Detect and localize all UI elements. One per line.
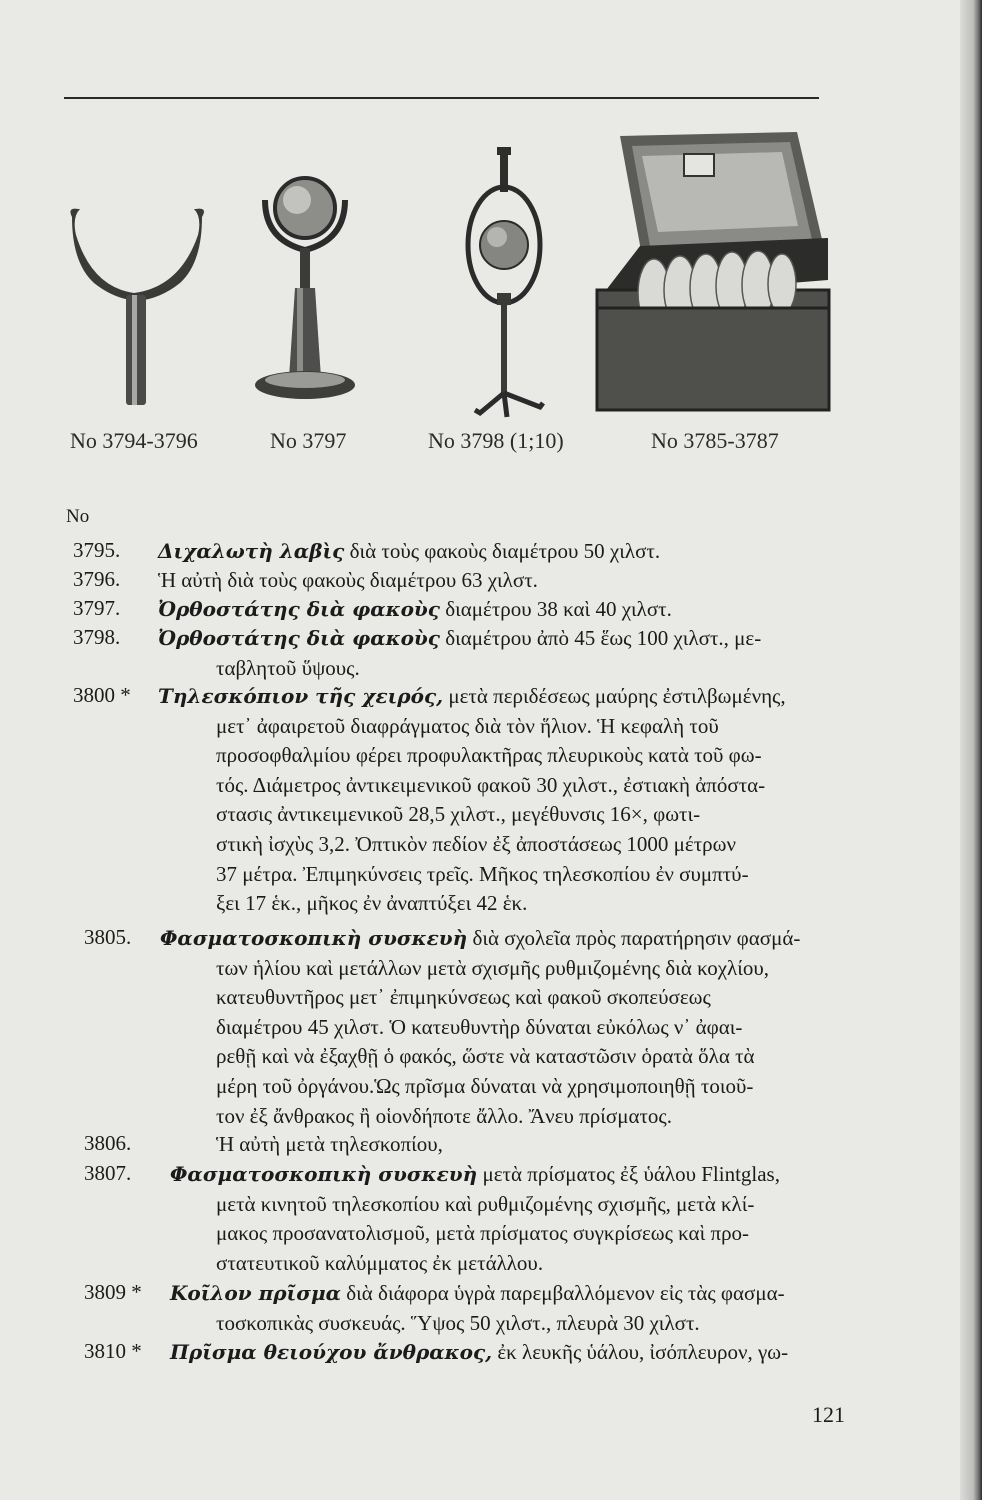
entry-text: ταβλητοῦ ὕψους. (216, 655, 360, 680)
entry-text: μετὰ κινητοῦ τηλεσκοπίου καὶ ρυθμιζομένης σχισμῆς, μετὰ κλί- (216, 1191, 755, 1216)
catalog-entry (170, 1160, 850, 1278)
entry-text: ἐκ λευκῆς ὑάλου, ἰσόπλευρον, γω- (497, 1340, 789, 1364)
entry-text: στασις ἀντικειμενικοῦ 28,5 χιλστ., μεγέθυνσις 16×, φωτι- (216, 802, 701, 827)
entry-term: Ὀρθοστάτης διὰ φακοὺς (158, 597, 440, 621)
figure-caption: No 3785-3787 (651, 428, 779, 453)
entry-text: ρεθῇ καὶ νὰ ἐξαχθῇ ὁ φακός, ὥστε νὰ καταστῶσιν ὁρατὰ ὅλα τὰ (216, 1044, 755, 1069)
entry-text: Ἡ αὐτὴ διὰ τοὺς φακοὺς διαμέτρου 63 χιλστ. (158, 568, 538, 592)
entry-text: διαμέτρου 45 χιλστ. Ὁ κατευθυντὴρ δύναται εὐκόλως ν᾽ ἀφαι- (216, 1014, 743, 1039)
figure-caption: No 3794-3796 (70, 428, 198, 453)
catalog-entry (170, 1338, 850, 1368)
catalog-entry (158, 682, 850, 919)
entry-number: 3797. (73, 596, 121, 620)
entry-term: Πρῖσμα θειούχου ἄνθρακος, (170, 1340, 493, 1364)
entry-term: Διχαλωτὴ λαβὶς (158, 539, 345, 563)
entry-text: των ἡλίου καὶ μετάλλων μετὰ σχισμῆς ρυθμιζομένης διὰ κοχλίου, (216, 955, 770, 980)
entry-number: 3809 * (84, 1280, 142, 1304)
entry-text: διὰ σχολεῖα πρὸς παρατήρησιν φασμά- (472, 926, 801, 950)
catalog-entry (170, 1279, 850, 1338)
catalog-entry (158, 566, 850, 596)
entry-text: διὰ διάφορα ὑγρὰ παρεμβαλλόμενον εἰς τὰς φασμα- (346, 1281, 785, 1305)
fork-holder-icon (62, 205, 212, 420)
entry-number: 3800 * (73, 683, 131, 707)
adjustable-lens-stand-icon (455, 145, 555, 425)
entry-number: 3810 * (84, 1339, 142, 1363)
entry-term: Ὀρθοστάτης διὰ φακοὺς (158, 626, 440, 650)
entry-number: 3806. (84, 1131, 132, 1155)
entry-number: 3798. (73, 625, 121, 649)
entry-text: διαμέτρου 38 καὶ 40 χιλστ. (445, 597, 672, 621)
header-rule (64, 97, 819, 99)
lens-stand-icon (245, 170, 365, 415)
entry-number: 3807. (84, 1161, 132, 1185)
entry-text: μετ᾽ ἀφαιρετοῦ διαφράγματος διὰ τὸν ἥλιον. Ἡ κεφαλὴ τοῦ (216, 713, 719, 738)
catalog-entry (158, 537, 850, 567)
number-column-header: No (66, 506, 90, 527)
entry-text: κατευθυντῆρος μετ᾽ ἐπιμηκύνσεως καὶ φακοῦ σκοπεύσεως (216, 985, 711, 1010)
entry-term: Κοῖλον πρῖσμα (170, 1281, 341, 1305)
entry-text: μέρη τοῦ ὀργάνου.Ὡς πρῖσμα δύναται νὰ χρησιμοποιηθῇ τοιοῦ- (216, 1073, 754, 1098)
entry-text: Ἡ αὐτὴ μετὰ τηλεσκοπίου, (216, 1132, 443, 1156)
catalog-entry (160, 924, 850, 1131)
entry-text: μακος προσανατολισμοῦ, μετὰ πρίσματος συγκρίσεως καὶ προ- (216, 1221, 750, 1246)
catalog-entry (216, 1130, 850, 1160)
entry-number: 3805. (84, 925, 132, 949)
entry-text: τον ἐξ ἄνθρακος ἢ οἱονδήποτε ἄλλο. Ἄνευ πρίσματος. (216, 1103, 672, 1128)
entry-text: μετὰ περιδέσεως μαύρης ἐστιλβωμένης, (448, 684, 786, 708)
figure-caption: No 3798 (1;10) (428, 428, 564, 453)
entry-text: τοσκοπικὰς συσκευάς. Ὕψος 50 χιλστ., πλευρὰ 30 χιλστ. (216, 1310, 700, 1335)
entry-number: 3796. (73, 567, 121, 591)
catalog-entry (158, 624, 850, 683)
page-edge-shadow (960, 0, 982, 1500)
entry-text: στικὴ ἰσχὺς 3,2. Ὀπτικὸν πεδίον ἐξ ἀποστάσεως 1000 μέτρων (216, 831, 736, 856)
entry-text: στατευτικοῦ καλύμματος ἐκ μετάλλου. (216, 1250, 544, 1275)
entry-number: 3795. (73, 538, 121, 562)
entry-text: μετὰ πρίσματος ἐξ ὑάλου Flintglas, (482, 1162, 780, 1186)
entry-term: Φασματοσκοπικὴ συσκευὴ (170, 1162, 478, 1186)
page-number: 121 (812, 1402, 845, 1427)
entry-term: Τηλεσκόπιον τῆς χειρός, (158, 684, 444, 708)
entry-term: Φασματοσκοπικὴ συσκευὴ (160, 926, 468, 950)
entry-text: τός. Διάμετρος ἀντικειμενικοῦ φακοῦ 30 χιλστ., ἐστιακὴ ἀπόστα- (216, 772, 766, 797)
figure-caption: No 3797 (270, 428, 347, 453)
entry-text: 37 μέτρα. Ἐπιμηκύνσεις τρεῖς. Μῆκος τηλεσκοπίου ἐν συμπτύ- (216, 861, 749, 886)
lens-box-icon (592, 128, 840, 418)
catalog-entry (158, 595, 850, 625)
entry-text: διαμέτρου ἀπὸ 45 ἕως 100 χιλστ., με- (445, 626, 762, 650)
entry-text: διὰ τοὺς φακοὺς διαμέτρου 50 χιλστ. (349, 539, 661, 563)
entry-text: προσοφθαλμίου φέρει προφυλακτῆρας πλευρικοὺς κατὰ τοῦ φω- (216, 743, 762, 768)
entry-text: ξει 17 ἑκ., μῆκος ἐν ἀναπτύξει 42 ἑκ. (216, 891, 528, 916)
